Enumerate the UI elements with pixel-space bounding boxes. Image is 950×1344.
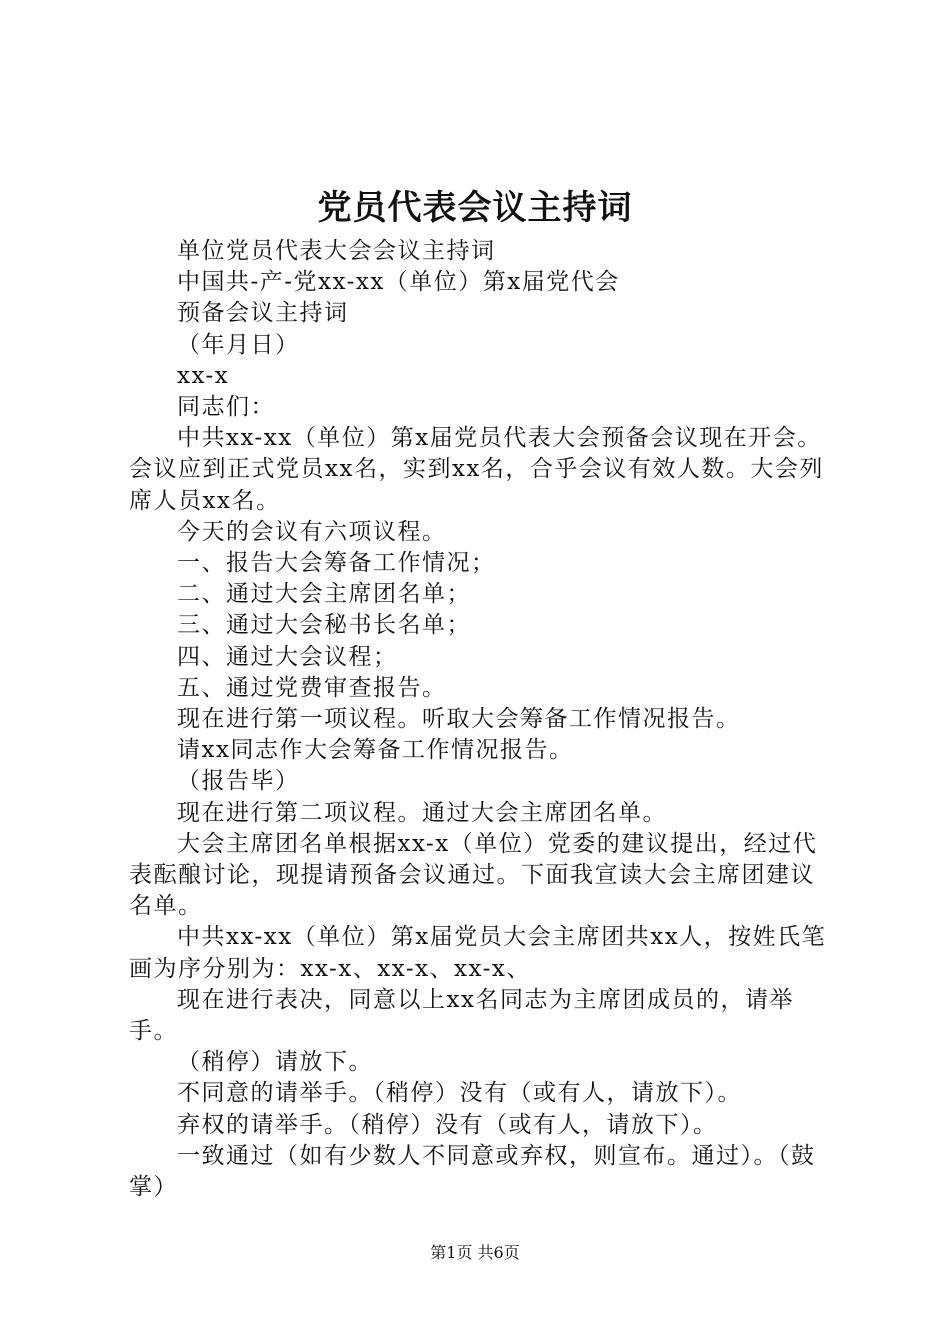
paragraph: 二、通过大会主席团名单；	[177, 581, 471, 608]
document-body	[129, 236, 834, 1203]
paragraph: 现在进行第二项议程。通过大会主席团名单。	[177, 799, 667, 826]
paragraph: 一、报告大会筹备工作情况；	[177, 550, 496, 577]
paragraph: 一致通过（如有少数人不同意或弃权，则宣布。通过）。（鼓掌）	[129, 1142, 816, 1201]
paragraph: 现在进行表决，同意以上xx名同志为主席团成员的，请举手。	[129, 986, 794, 1045]
paragraph: 同志们：	[177, 394, 275, 421]
paragraph: 三、通过大会秘书长名单；	[177, 612, 471, 639]
paragraph: 中共xx-xx（单位）第x届党员代表大会预备会议现在开会。会议应到正式党员xx名，实到xx名，合乎会议有效人数。大会列席人员xx名。	[129, 425, 824, 514]
paragraph: 现在进行第一项议程。听取大会筹备工作情况报告。	[177, 706, 741, 733]
paragraph: 四、通过大会议程；	[177, 643, 398, 670]
paragraph: 中共xx-xx（单位）第x届党员大会主席团共xx人，按姓氏笔画为序分别为：xx-x、xx-x、xx-x、	[129, 924, 827, 982]
paragraph: （报告毕）	[177, 768, 300, 795]
paragraph: 不同意的请举手。（稍停）没有（或有人，请放下）。	[177, 1080, 742, 1107]
page-number-footer: 第1页 共6页	[430, 1243, 520, 1262]
paragraph: 单位党员代表大会会议主持词	[177, 238, 496, 264]
paragraph: 预备会议主持词	[177, 300, 349, 327]
paragraph: 大会主席团名单根据xx-x（单位）党委的建议提出，经过代表酝酿讨论，现提请预备会议通过。下面我宣读大会主席团建议名单。	[129, 830, 818, 920]
paragraph: xx-x	[177, 362, 230, 389]
paragraph: 五、通过党费审查报告。	[177, 674, 447, 701]
paragraph: （稍停）请放下。	[177, 1049, 373, 1076]
document-title: 党员代表会议主持词	[317, 188, 633, 228]
paragraph: （年月日）	[177, 331, 300, 358]
paragraph: 弃权的请举手。（稍停）没有（或有人，请放下）。	[177, 1111, 718, 1138]
paragraph: 请xx同志作大会筹备工作情况报告。	[177, 737, 574, 764]
paragraph: 中国共-产-党xx-xx（单位）第x届党代会	[177, 269, 620, 296]
paragraph: 今天的会议有六项议程。	[177, 518, 447, 545]
